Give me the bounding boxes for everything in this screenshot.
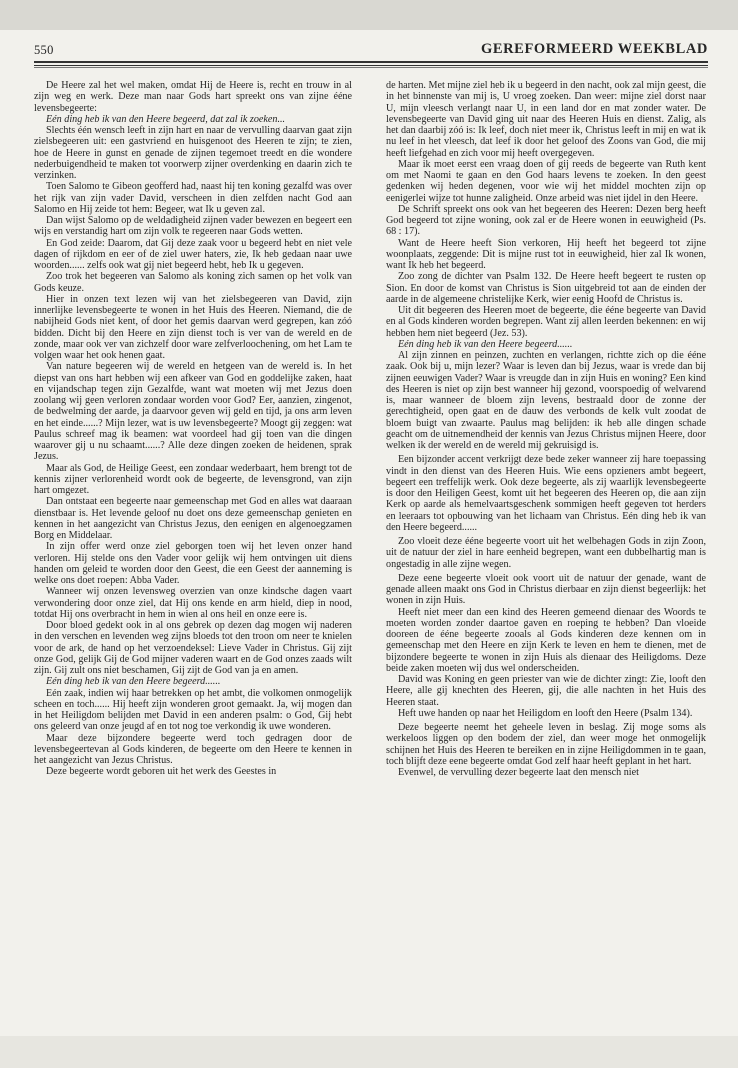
header-rule-thick <box>34 61 708 63</box>
paragraph: Dan ontstaat een begeerte naar gemeenschap met God en alles wat daaraan dienstbaar is. Het levende geloof nu doet ons deze gemeenschap genieten en kennen in het aangezicht van Christus Jezus, den eenigen en algenoegzamen Borg en Middelaar. <box>34 496 352 541</box>
quote-line: Eén ding heb ik van den Heere begeerd...... <box>398 338 573 350</box>
paragraph: Toen Salomo te Gibeon geofferd had, naast hij ten koning gezalfd was over het rijk van zijn vader David, verscheen in dien zelfden nacht God aan Salomo en Hij zeide tot hem: Begeer, wat Ik u geven zal. <box>34 181 352 215</box>
paragraph: Deze begeerte wordt geboren uit het werk des Geestes in <box>46 766 277 778</box>
paragraph: Deze eene begeerte vloeit ook voort uit de natuur der genade, want de genade alleen maakt ons God in Christus dierbaar en zijn dienst begeerlijk: het wonen in zijn Huis. <box>386 572 706 607</box>
paragraph: Wanneer wij onzen levensweg overzien van onze kindsche dagen vaart verwondering door onze ziel, dat Hij ons kende en arm hield, diep in nood, totdat Hij ons overbracht in hem in wien al ons heil en onze eere is. <box>34 586 352 620</box>
paragraph: Deze begeerte neemt het geheele leven in beslag. Zij moge soms als werkeloos liggen op den bodem der ziel, dan weer moge het onmogelijk schijnen het Huis des Heeren te bereiken en in zijne Heiligdommen in te gaan, toch blijft deze eene begeerte omdat God zelf haar heeft geplant in het hart. <box>386 722 706 767</box>
paragraph: David was Koning en geen priester van wie de dichter zingt: Zie, looft den Heere, alle gij knechten des Heeren, gij, die alle nachten in het Huis des Heeren staat. <box>386 674 706 708</box>
paragraph: En God zeide: Daarom, dat Gij deze zaak voor u begeerd hebt en niet vele dagen of rijkdom en eer of de ziel uwer haters, zie, Ik heb gedaan naar uwe woorden...... zelfs ook wat gij niet begeerd hebt, heb Ik u gegeven. <box>34 237 352 271</box>
paragraph: Want de Heere heeft Sion verkoren, Hij heeft het begeerd tot zijne woonplaats, zeggende: Dit is mijne rust tot in eeuwigheid, hier zal Ik wonen, want Ik heb het begeerd. <box>386 237 706 271</box>
paragraph: de harten. Met mijne ziel heb ik u begeerd in den nacht, ook zal mijn geest, die in het binnenste van mij is, U vroeg zoeken. Dan weer: mijne ziel dorst naar U, mijn vleesch verlangt naar U, in een land dor en mat zonder water. De levensbegeerte van David ging uit naar des Heeren Huis en dienst. Zalig, als het dan daarbij zóó is: Ik leef, doch niet meer ik, Christus leeft in mij en wat ik nu leef in het vleesch, dat leef ik door het geloof des Zoons van God, die mij heeft liefgehad en zich voor mij heeft overgegeven. <box>386 80 706 159</box>
page-header <box>34 40 708 62</box>
page-number: 550 <box>34 43 54 57</box>
paragraph: Maar deze bijzondere begeerte werd toch gedragen door de levensbegeertevan al Gods kinderen, de begeerte om den Heere te kennen in het aangezicht van Jezus Christus. <box>34 732 352 766</box>
right-column <box>386 80 706 778</box>
masthead-title: GEREFORMEERD WEEKBLAD <box>480 41 708 57</box>
paragraph: Zoo zong de dichter van Psalm 132. De Heere heeft begeert te rusten op Sion. En door de komst van Christus is Sion uitgebreid tot aan de einden der aarde in de algemeene christelijke Kerk, wier eenig Hoofd de Christus is. <box>386 271 706 305</box>
paragraph: Maar ik moet eerst een vraag doen of gij reeds de begeerte van Ruth kent om met Naomi te gaan en den God haars levens te zoeken. In den geest gedenken wij heden degenen, voor wie wij het middel mochten zijn op eenigerlei wijze tot hunne zaligheid. Onze arbeid was niet ijdel in den Heere. <box>386 158 706 204</box>
paragraph: Van nature begeeren wij de wereld en hetgeen van de wereld is. In het diepst van ons hart hebben wij een afkeer van God en goddelijke zaken, haat en vijandschap tegen zijn Gezalfde, want wat moeten wij met Jezus doen zoolang wij geen verloren zondaar worden voor God? Eer, aanzien, zingenot, de bedwelming der aarde, ja daarvoor geven wij geld en tijd, ja ons arm leven en het einde......? Mijn lezer, wat is uw levensbegeerte? Moogt gij zeggen: wat Paulus schreef mag ik beamen: wat voordeel had gij toen van die dingen waarover gij u nu schaamt......? Alle deze dingen zoeken de heidenen, sprak Jezus. <box>34 361 352 463</box>
paragraph: Slechts één wensch leeft in zijn hart en naar de vervulling daarvan gaat zijn zielsbegeeren uit: een gastvriend en huisgenoot des Heeren te zijn; te zien, hoe de Heere in gunst en genade de zijnen tegemoet treedt en die wondere nederbuigendheid te maken tot voorwerp zijner overdenking en daarin zich te verzinken. <box>34 125 352 181</box>
paragraph: Heft uwe handen op naar het Heiligdom en looft den Heere (Psalm 134). <box>398 707 693 719</box>
paragraph: Evenwel, de vervulling dezer begeerte laat den mensch niet <box>398 767 639 778</box>
paragraph: Al zijn zinnen en peinzen, zuchten en verlangen, richtte zich op die ééne zaak. Ook bij u, mijn lezer? Waar is leven dan bij Jezus, waar is vrede dan bij zijnen eeuwigen Vader? Waar is vreugde dan in zijn Huis en woning? Een kind des Heeren is niet op zijn best wanneer hij gezond, voorspoedig of welvarend is, maar wanneer de bloem zijn levens, bestraald door de zonne der gerechtigheid, open gaat en de dauw des verbonds de kelk vult zoodat de bloem buigt van zwaarte. Paulus mag belijden: ik heb alle dingen schade geacht om de uitnemendheid der kennis van Jezus Christus mijnen Heere, door welken ik der wereld en de wereld mij gekruisigd is. <box>386 350 706 451</box>
paragraph: Een bijzonder accent verkrijgt deze bede zeker wanneer zij hare toepassing vindt in den dienst van des Heeren Huis. Wie eens opzieners ambt begeert, begeert een treffelijk werk. Ook deze begeerte, als zij waarlijk levensbegeerte is door den Heiligen Geest, komt uit het begeeren des Heeren op, die aan zijn Kerk op aarde als hemelvaartsgeschenk sommigen heeft gegeven tot herders en leeraars tot opbouwing van het lichaam van Christus. Eén ding heb ik van den Heere begeerd...... <box>386 454 706 533</box>
paragraph: Zoo trok het begeeren van Salomo als koning zich samen op het volk van Gods keuze. <box>34 271 352 294</box>
paragraph: De Heere zal het wel maken, omdat Hij de Heere is, recht en trouw in al zijn weg en werk. Deze man naar Gods hart spreekt ons van zijne ééne levensbegeerte: <box>34 80 352 114</box>
left-column <box>34 80 352 778</box>
paragraph: Door bloed gedekt ook in al ons gebrek op dezen dag mogen wij naderen in den verschen en levenden weg zijns bloeds tot den troon om neer te knielen voor de ark, de hand op het verzoendeksel: Lieve Vader in Christus. Gij zijt onze God, gelijk Gij de God mijner vaderen waart en de God onzes zaads wilt zijn. Gij zult ons niet beschamen, Gij zijt de God van ja en amen. <box>34 620 352 676</box>
paragraph: Uit dit begeeren des Heeren moet de begeerte, die ééne begeerte van David en al Gods kinderen worden begrepen. Want zij allen leerden bekennen: en wij hebben hem niet begeerd (Jez. 53). <box>386 305 706 339</box>
header-rule-thin <box>34 65 708 66</box>
paragraph: Zoo vloeit deze ééne begeerte voort uit het welbehagen Gods in zijn Zoon, uit de natuur der ziel in hare eenheid begrepen, want een dubbelhartig man is ongestadig in alle zijne wegen. <box>386 536 706 570</box>
paragraph: Hier in onzen text lezen wij van het zielsbegeeren van David, zijn innerlijke levensbegeerte te wonen in het Huis des Heeren. Niemand, die de nabijheid Gods niet kent, of door het gemis daarvan werd gegrepen, kan zóó bidden. Dicht bij den Heere en zijn dienst toch is ver van de wereld en de zonde, maar ook ver van zichzelf door ware zelfverloochening, om het Lam te volgen waar het ook henen gaat. <box>34 293 352 361</box>
scan-top-margin <box>0 0 738 30</box>
quote-line: Eén ding heb ik van den Heere begeerd...... <box>46 676 221 688</box>
paragraph: Eén zaak, indien wij haar betrekken op het ambt, die volkomen onmogelijk scheen en toch...... Hij heeft zijn wonderen groot gemaakt. Ja, wij mogen dan in het Heiligdom belijden met David in een anderen psalm: o God, Gij hebt ons geleerd van onze jeugd af en tot nog toe verkondig ik uwe wonderen. <box>34 687 352 733</box>
paragraph: In zijn offer werd onze ziel geborgen toen wij het leven onzer hand verloren. Hij stelde ons den Vader voor gelijk wij hem ontvingen uit diens handen om geleid te worden door den Geest, die een Geest der aanneming is welke ons doet roepen: Abba Vader. <box>34 541 352 586</box>
paragraph: Dan wijst Salomo op de weldadigheid zijnen vader bewezen en begeert een wijs en verstandig hart om zijn volk te regeeren naar Gods wetten. <box>34 215 352 238</box>
paragraph: Maar als God, de Heilige Geest, een zondaar wederbaart, hem brengt tot de kennis zijner verlorenheid wordt ook de begeerte, de levensgrond, van zijn hart omgezet. <box>34 462 352 496</box>
quote-line: Eén ding heb ik van den Heere begeerd, dat zal ik zoeken... <box>46 113 286 125</box>
header-rule-hairline <box>34 67 708 68</box>
scan-bottom-margin <box>0 1036 738 1068</box>
paragraph: De Schrift spreekt ons ook van het begeeren des Heeren: Dezen berg heeft God begeerd tot zijne woning, ook zal er de Heere wonen in eeuwigheid (Ps. 68 : 17). <box>386 203 706 238</box>
paragraph: Heeft niet meer dan een kind des Heeren gemeend dienaar des Woords te moeten worden zonder daartoe gaven en roeping te hebben? Dan vloeide dooreen de ééne begeerte zooals al Gods kinderen deze kennen om in gemeenschap met den Heere en zijn Kerk te leven en hem te dienen, met de bijzondere begeerte te wonen in zijn Huis als dienaar des Heiligdoms. Deze beide zaken moeten wij dus wel onderscheiden. <box>386 606 706 674</box>
